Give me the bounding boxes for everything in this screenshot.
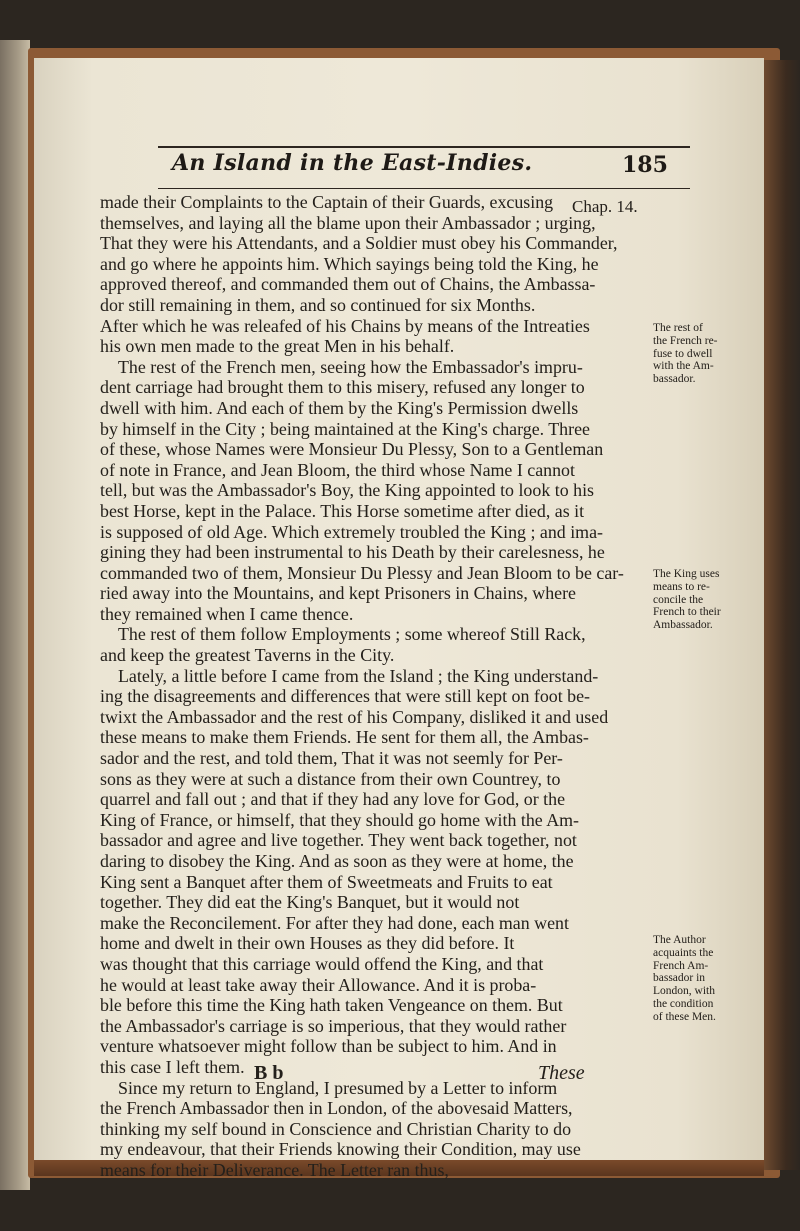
text-line: means for their Deliverance. The Letter ran thus,: [100, 1159, 449, 1180]
text-line: gining they had been instrumental to his Death by their carelesness, he: [100, 542, 605, 563]
text-line: dor still remaining in them, and so continued for six Months.: [100, 294, 536, 315]
margin-note-line: means to re-: [653, 580, 710, 593]
text-line: quarrel and fall out ; and that if they had any love for God, or the: [100, 789, 566, 810]
text-line: daring to disobey the King. And as soon as they were at home, the: [100, 851, 574, 871]
text-line: twixt the Ambassador and the rest of his Company, disliked it and used: [100, 706, 609, 727]
text-line: The rest of the French men, seeing how the Embassador's impru-: [118, 356, 583, 377]
text-line: best Horse, kept in the Palace. This Horse sometime after died, as it: [100, 500, 585, 521]
text-line: dwell with him. And each of them by the King's Permission dwells: [100, 397, 579, 418]
facing-page-edge: [0, 40, 30, 1190]
margin-note-line: with the Am-: [653, 360, 714, 373]
text-line: bassador and agree and live together. They went back together, not: [100, 830, 577, 851]
margin-note-line: French Am-: [653, 959, 709, 972]
text-line: the French Ambassador then in London, of the abovesaid Matters,: [100, 1098, 573, 1119]
body-text: [100, 192, 640, 1181]
text-line: my endeavour, that their Friends knowing their Condition, may use: [100, 1139, 581, 1160]
text-line: make the Reconcilement. For after they had done, each man went: [100, 912, 569, 933]
text-line: was thought that this carriage would offend the King, and that: [100, 953, 544, 974]
running-head: [0, 150, 800, 186]
text-line: themselves, and laying all the blame upon their Ambassador ; urging,: [100, 212, 596, 233]
catchword: These: [538, 1062, 585, 1084]
signature-mark: B b: [254, 1062, 284, 1084]
header-rule-bottom: [158, 188, 690, 189]
margin-note-line: concile the: [653, 593, 704, 606]
text-line: together. They did eat the King's Banquet, but it would not: [100, 892, 520, 913]
margin-note: [653, 322, 773, 386]
text-line: and keep the greatest Taverns in the City.: [100, 645, 395, 666]
text-line: tell, but was the Ambassador's Boy, the King appointed to look to his: [100, 480, 595, 501]
text-line: made their Complaints to the Captain of their Guards, excusing: [100, 192, 554, 212]
margin-note-line: the condition: [653, 997, 714, 1010]
text-line: Since my return to England, I presumed by a Letter to inform: [118, 1077, 558, 1098]
running-title: An Island in the East-Indies.: [172, 150, 533, 176]
margin-note-line: Ambassador.: [653, 619, 713, 632]
text-line: approved thereof, and commanded them out of Chains, the Ambassa-: [100, 274, 596, 295]
text-line: King of France, or himself, that they should go home with the Am-: [100, 809, 579, 830]
text-line: his own men made to the great Men in his behalf.: [100, 336, 455, 357]
margin-note-line: the French re-: [653, 334, 718, 347]
text-line: by himself in the City ; being maintained at the King's charge. Three: [100, 418, 590, 439]
text-line: ble before this time the King hath taken Vengeance on them. But: [100, 995, 563, 1016]
page-number: 185: [622, 152, 668, 178]
text-line: Lately, a little before I came from the Island ; the King understand-: [118, 665, 599, 686]
margin-note-line: French to their: [653, 606, 721, 619]
text-line: he would at least take away their Allowance. And it is proba-: [100, 974, 537, 995]
text-line: commanded two of them, Monsieur Du Plessy and Jean Bloom to be car-: [100, 562, 624, 583]
text-line: King sent a Banquet after them of Sweetmeats and Fruits to eat: [100, 871, 553, 892]
margin-note-line: London, with: [653, 985, 715, 998]
text-line: sons as they were at such a distance from their own Countrey, to: [100, 768, 561, 789]
text-line: these means to make them Friends. He sent for them all, the Ambas-: [100, 727, 589, 748]
margin-note-line: The Author: [653, 934, 706, 946]
margin-note-line: bassador.: [653, 373, 696, 386]
text-line: the Ambassador's carriage is so imperious, that they would rather: [100, 1015, 567, 1036]
text-line: ing the disagreements and differences that were still kept on foot be-: [100, 686, 591, 707]
margin-note-line: bassador in: [653, 972, 706, 985]
margin-note-line: The rest of: [653, 322, 703, 334]
text-line: That they were his Attendants, and a Soldier must obey his Commander,: [100, 233, 618, 254]
text-line: this case I left them.: [100, 1056, 245, 1077]
text-line: dent carriage had brought them to this misery, refused any longer to: [100, 377, 585, 398]
text-line: and go where he appoints him. Which sayings being told the King, he: [100, 253, 599, 274]
margin-note-line: of these Men.: [653, 1010, 716, 1023]
margin-note: [653, 934, 773, 1024]
text-line: of these, whose Names were Monsieur Du Plessy, Son to a Gentleman: [100, 439, 604, 460]
text-line: The rest of them follow Employments ; some whereof Still Rack,: [118, 624, 586, 645]
margin-note-line: acquaints the: [653, 946, 714, 959]
header-rule-top: [158, 146, 690, 148]
text-line: is supposed of old Age. Which extremely troubled the King ; and ima-: [100, 521, 603, 542]
text-line: venture whatsoever might follow than be subject to him. And in: [100, 1036, 557, 1057]
margin-note-line: The King uses: [653, 568, 720, 580]
text-line: sador and the rest, and told them, That it was not seemly for Per-: [100, 748, 563, 769]
text-line: they remained when I came thence.: [100, 603, 354, 624]
chapter-reference: Chap. 14.: [572, 197, 638, 216]
text-line: home and dwelt in their own Houses as they did before. It: [100, 933, 515, 954]
text-line: After which he was releafed of his Chains by means of the Intreaties: [100, 315, 590, 336]
margin-note-line: fuse to dwell: [653, 347, 713, 360]
margin-note: [653, 568, 773, 632]
text-line: thinking my self bound in Conscience and Christian Charity to do: [100, 1118, 572, 1139]
text-line: of note in France, and Jean Bloom, the third whose Name I cannot: [100, 459, 575, 480]
text-line: ried away into the Mountains, and kept Prisoners in Chains, where: [100, 583, 576, 604]
